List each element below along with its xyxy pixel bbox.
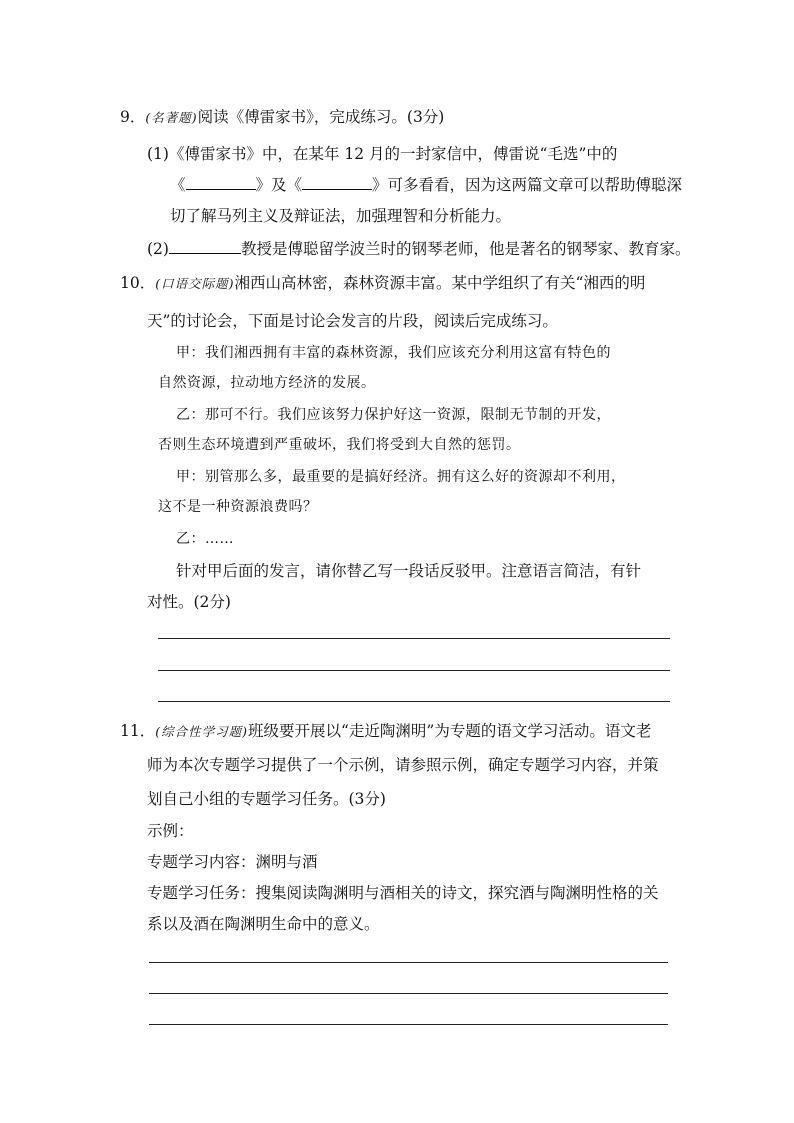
q9-separator: 》及《 — [255, 176, 303, 194]
q9-header — [120, 106, 444, 129]
q11-example-label: 示例： — [147, 822, 194, 840]
q10-task-1: 针对甲后面的发言，请你替乙写一段话反驳甲。注意语言简洁，有针 — [176, 562, 642, 580]
q11-stem-2: 师为本次专题学习提供了一个示例，请参照示例，确定专题学习内容，并策 — [147, 756, 659, 774]
q10-task-2: 对性。(2分) — [147, 593, 231, 611]
q11-answer-line-3[interactable] — [149, 1024, 668, 1025]
q11-stem-3: 划自己小组的专题学习任务。(3分) — [147, 790, 386, 808]
q10-number: 10． — [120, 274, 156, 292]
q9-part1-line2 — [170, 174, 682, 196]
q10-answer-line-1[interactable] — [158, 638, 670, 639]
q10-tag: (口语交际题) — [155, 276, 235, 291]
q11-header — [120, 720, 651, 743]
q11-task-line-2: 系以及酒在陶渊明生命中的意义。 — [147, 915, 380, 933]
q9-blank-2[interactable] — [302, 175, 372, 190]
q11-tag: (综合性学习题) — [155, 724, 248, 739]
q9-part1-line3: 切了解马列主义及辩证法，加强理智和分析能力。 — [170, 207, 512, 225]
q9-part2-tail: 教授是傅聪留学波兰时的钢琴老师，他是著名的钢琴家、教育家。 — [240, 240, 691, 258]
q10-dialogue-4: 乙：…… — [176, 531, 234, 547]
q10-dialogue-2b: 否则生态环境遭到严重破坏，我们将受到大自然的惩罚。 — [158, 437, 521, 453]
q9-stem: 阅读《傅雷家书》，完成练习。(3分) — [197, 108, 445, 126]
q10-header — [120, 272, 645, 295]
q10-stem-1: 湘西山高林密，森林资源丰富。某中学组织了有关“湘西的明 — [234, 274, 646, 292]
q10-stem-2: 天”的讨论会，下面是讨论会发言的片段，阅读后完成练习。 — [147, 312, 558, 330]
q10-dialogue-1b: 自然资源，拉动地方经济的发展。 — [158, 375, 376, 391]
q11-answer-line-1[interactable] — [149, 962, 668, 963]
q10-dialogue-2a: 乙：那可不行。我们应该努力保护好这一资源，限制无节制的开发， — [176, 407, 611, 423]
q11-answer-line-2[interactable] — [149, 993, 668, 994]
q10-dialogue-3a: 甲：别管那么多，最重要的是搞好经济。拥有这么好的资源却不利用， — [176, 469, 626, 485]
q9-part2 — [147, 238, 690, 260]
q9-part2-prefix: (2) — [147, 240, 169, 258]
q9-open-bracket: 《 — [170, 176, 186, 194]
q9-blank-1[interactable] — [186, 175, 256, 190]
q9-blank-3[interactable] — [169, 239, 241, 254]
q11-stem-1: 班级要开展以“走近陶渊明”为专题的语文学习活动。语文老 — [248, 722, 652, 740]
q11-number: 11． — [120, 722, 156, 740]
q11-task-line-1: 专题学习任务：搜集阅读陶渊明与酒相关的诗文，探究酒与陶渊明性格的关 — [147, 884, 659, 902]
q10-dialogue-1a: 甲：我们湘西拥有丰富的森林资源，我们应该充分利用这富有特色的 — [176, 345, 611, 361]
q11-content-line: 专题学习内容：渊明与酒 — [147, 853, 318, 871]
q10-answer-line-2[interactable] — [158, 670, 670, 671]
q9-part1-line2-tail: 》可多看看，因为这两篇文章可以帮助傅聪深 — [372, 176, 683, 194]
q10-dialogue-3b: 这不是一种资源浪费吗？ — [158, 499, 318, 515]
q9-number: 9． — [120, 108, 146, 126]
q9-tag: (名著题) — [145, 110, 198, 125]
q10-answer-line-3[interactable] — [158, 701, 670, 702]
q9-part1-line1: (1)《傅雷家书》中，在某年 12 月的一封家信中，傅雷说“毛选”中的 — [147, 145, 618, 163]
